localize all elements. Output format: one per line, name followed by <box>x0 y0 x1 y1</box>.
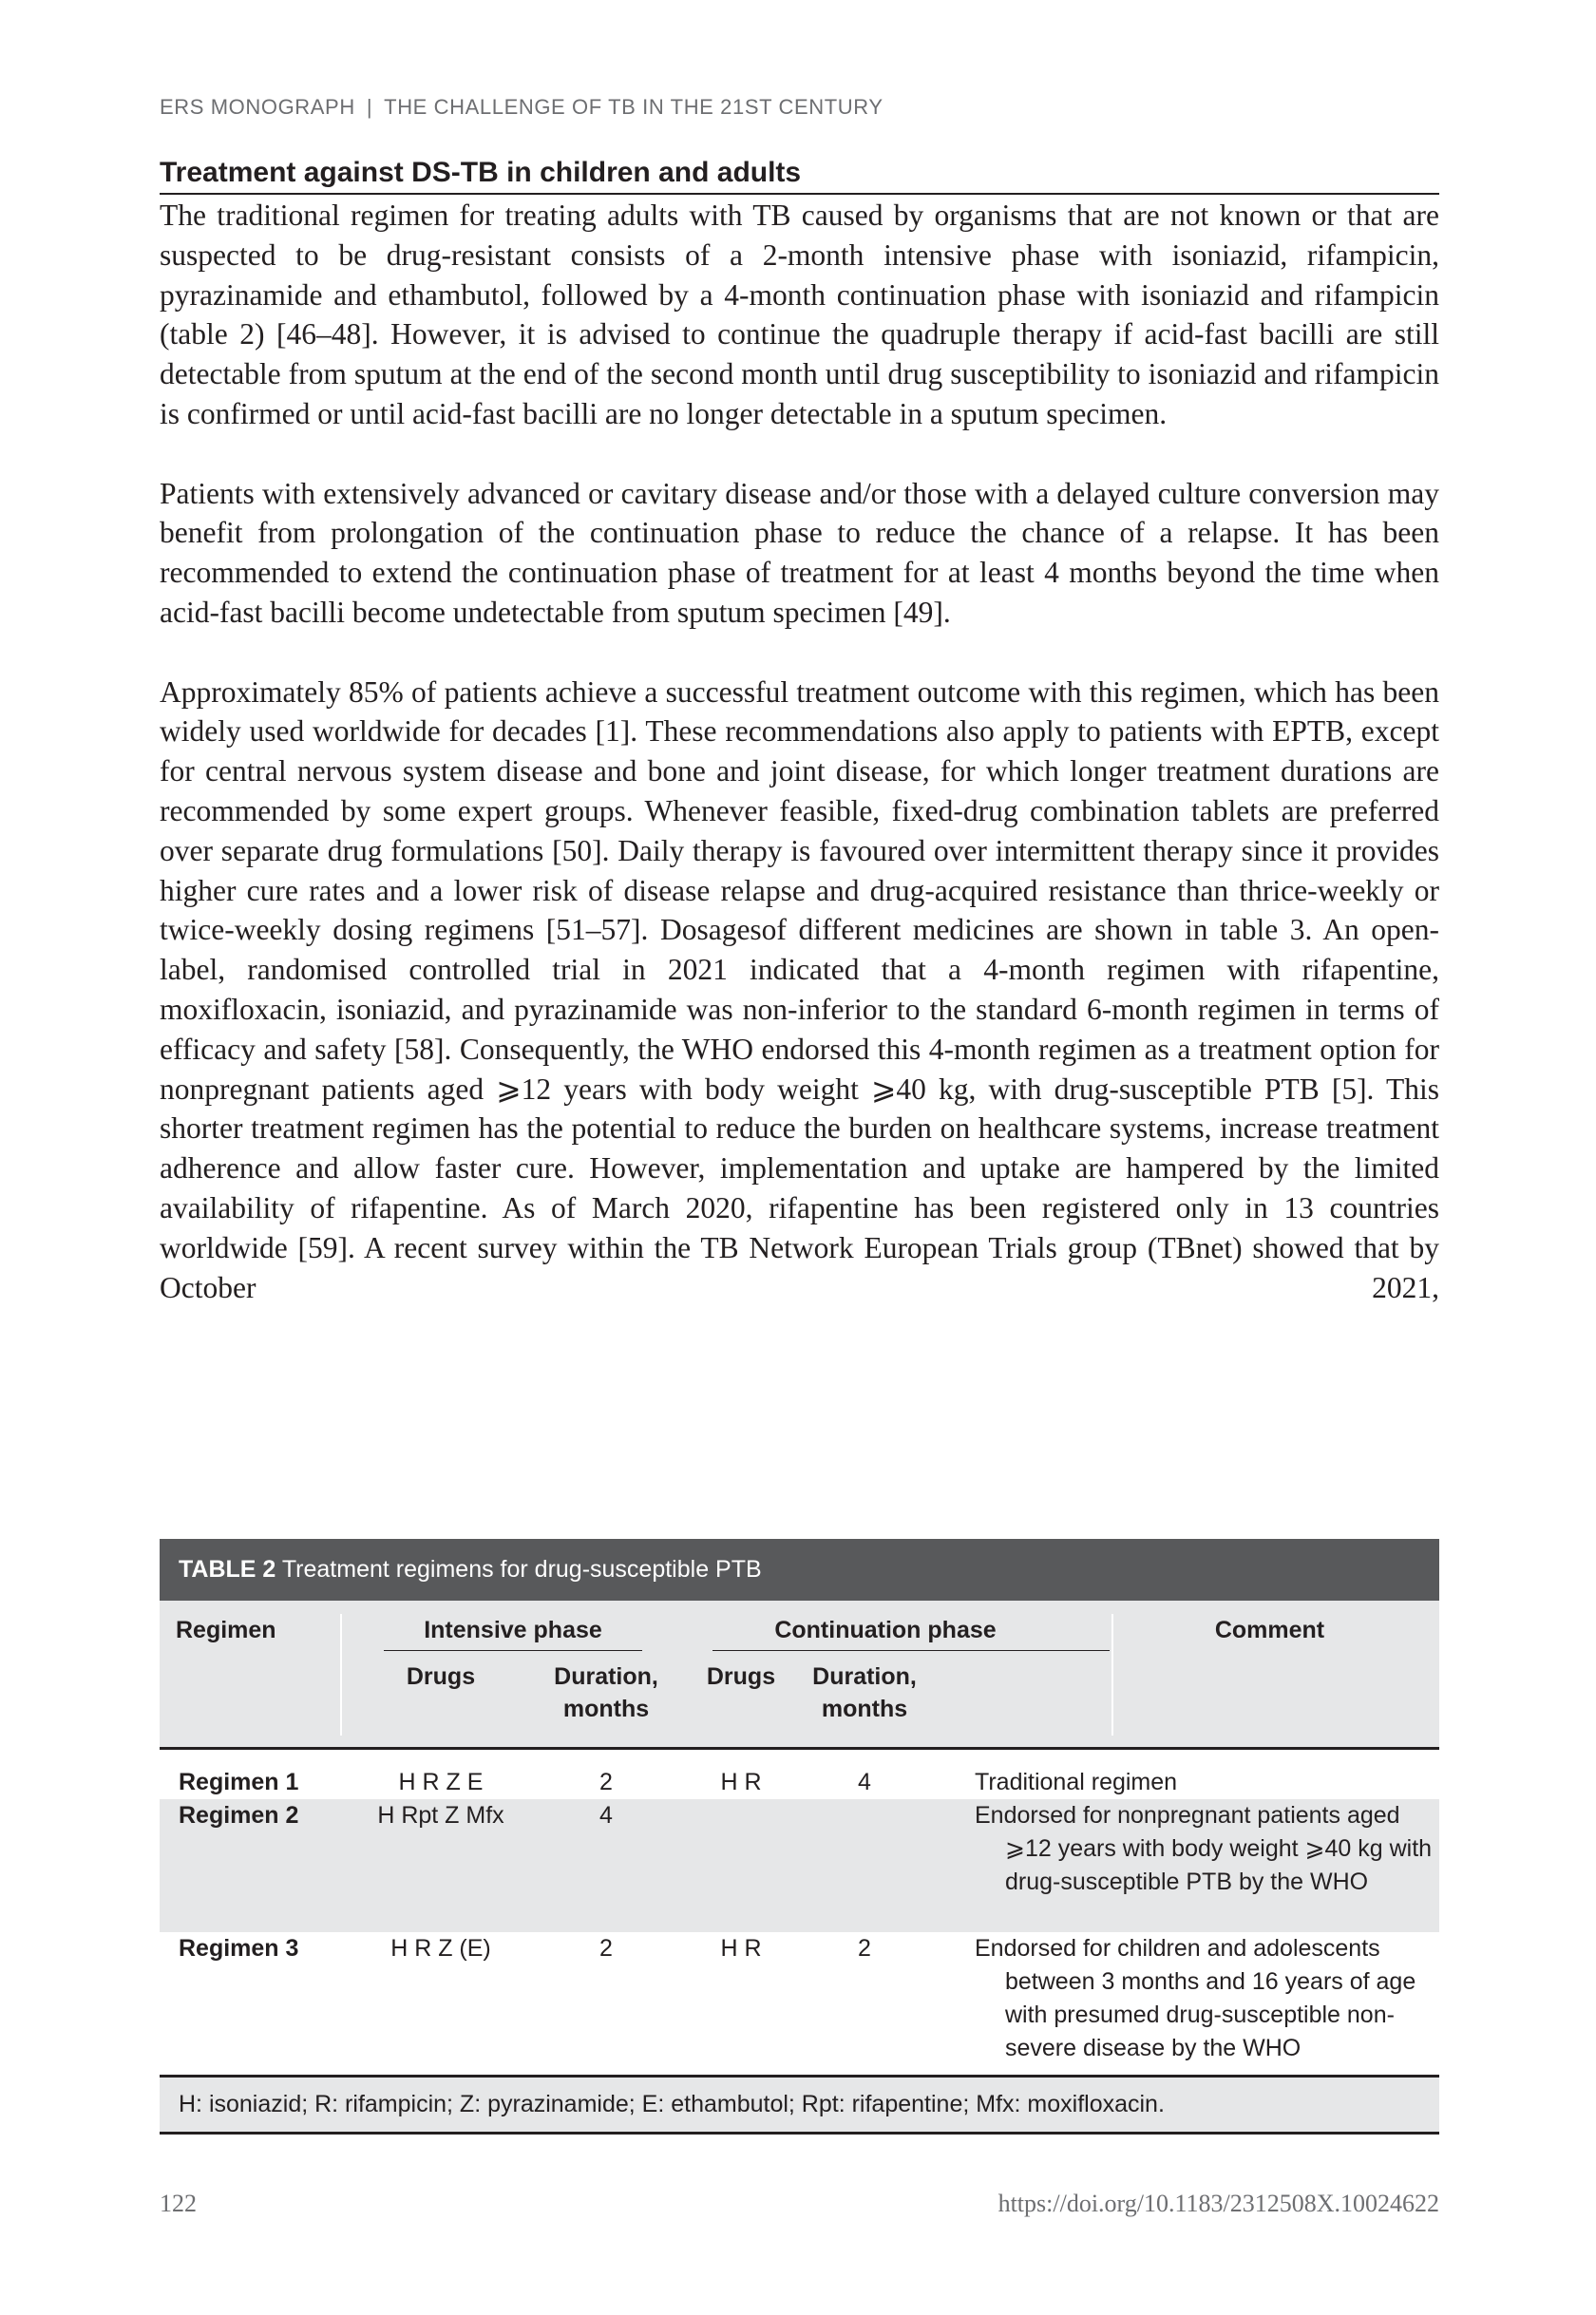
running-head <box>160 95 884 120</box>
cell-regimen: Regimen 3 <box>179 1935 299 1962</box>
cell-continuation-drugs: H R <box>720 1935 762 1962</box>
cell-comment: Traditional regimen <box>975 1769 1178 1795</box>
duration-label: Duration, <box>554 1663 658 1690</box>
cell-intensive-drugs: H R Z E <box>398 1769 484 1795</box>
running-head-series: ERS MONOGRAPH <box>160 95 355 119</box>
cell-intensive-duration: 4 <box>599 1802 613 1829</box>
table-header <box>160 1601 1439 1750</box>
paragraph-1: The traditional regimen for treating adults with TB caused by organisms that are not known or that are suspected to be drug-resistant consists of a 2-month intensive phase with isoniazid, rifampicin, pyrazinamide and ethambutol, followed by a 4-month continuation phase with isoniazid and rifampicin (table 2) [46–48]. However, it is advised to continue the quadruple therapy if acid-fast bacilli are still detectable from sputum at the end of the second month until drug susceptibility to isoniazid and rifampicin is confirmed or until acid-fast bacilli are no longer detectable in a sputum specimen. <box>160 199 1439 430</box>
cell-intensive-duration: 2 <box>599 1935 613 1962</box>
cell-regimen: Regimen 2 <box>179 1802 299 1829</box>
header-comment: Comment <box>1214 1617 1325 1643</box>
table-title <box>160 1539 1439 1601</box>
header-intensive-phase: Intensive phase <box>424 1617 602 1643</box>
table-label: TABLE 2 <box>179 1556 276 1583</box>
cell-intensive-duration: 2 <box>599 1769 613 1795</box>
paragraph-3: Approximately 85% of patients achieve a successful treatment outcome with this regimen, which has been widely used worldwide for decades [1]. These recommendations also apply to patients with EPTB, except for central nervous system disease and bone and joint disease, for which longer treatment durations are recommended by some expert groups. Whenever feasible, fixed-drug combination tablets are preferred over separate drug formulations [50]. Daily therapy is favoured over intermittent therapy since it provides higher cure rates and a lower risk of disease relapse and drug-acquired resistance than thrice-weekly or twice-weekly dosing regimens [51–57]. Dosagesof different medicines are shown in table 3. An open-label, randomised controlled trial in 2021 indicated that a 4-month regimen with rifapentine, moxifloxacin, isoniazid, and pyrazinamide was non-inferior to the standard 6-month regimen in terms of efficacy and safety [58]. Consequently, the WHO endorsed this 4-month regimen as a treatment option for nonpregnant patients aged ⩾12 years with body weight ⩾40 kg, with drug-susceptible PTB [5]. This shorter treatment regimen has the potential to reduce the burden on healthcare systems, increase treatment adherence and allow faster cure. However, implementation and uptake are hampered by the limited availability of rifapentine. As of March 2020, rifapentine has been registered only in 13 countries worldwide [59]. A recent survey within the TB Network European Trials group (TBnet) showed that by October 2021, <box>160 674 1439 1304</box>
running-head-separator: | <box>366 95 373 119</box>
header-intensive-drugs: Drugs <box>406 1663 476 1690</box>
cell-continuation-drugs: H R <box>720 1769 762 1795</box>
table-caption: Treatment regimens for drug-susceptible PTB <box>281 1556 762 1583</box>
body-text <box>160 196 1439 1307</box>
paragraph-2: Patients with extensively advanced or cavitary disease and/or those with a delayed culture conversion may benefit from prolongation of the continuation phase to reduce the chance of a relapse. It has been recommended to extend the continuation phase of treatment for at least 4 months beyond the time when acid-fast bacilli become undetectable from sputum specimen [49]. <box>160 476 1439 629</box>
header-intensive-duration <box>540 1660 673 1725</box>
table-footnote: H: isoniazid; R: rifampicin; Z: pyrazinamide; E: ethambutol; Rpt: rifapentine; Mfx: moxifloxacin. <box>160 2078 1439 2135</box>
header-continuation-duration <box>798 1660 931 1725</box>
cell-comment: Endorsed for nonpregnant patients aged ⩾12 years with body weight ⩾40 kg with drug-susceptible PTB by the WHO <box>975 1802 1433 1895</box>
doi-link[interactable]: https://doi.org/10.1183/2312508X.10024622 <box>998 2190 1439 2217</box>
table-row <box>160 1932 1439 2075</box>
cell-comment: Endorsed for children and adolescents between 3 months and 16 years of age with presumed drug-susceptible non-severe disease by the WHO <box>975 1935 1416 2061</box>
table-body <box>160 1766 1439 2078</box>
cell-regimen: Regimen 1 <box>179 1769 299 1795</box>
table-row <box>160 1799 1439 1932</box>
cell-intensive-drugs: H Rpt Z Mfx <box>377 1802 504 1829</box>
page-number: 122 <box>160 2190 197 2217</box>
running-head-title: THE CHALLENGE OF TB IN THE 21ST CENTURY <box>384 95 884 119</box>
cell-continuation-duration: 4 <box>858 1769 871 1795</box>
header-continuation-phase: Continuation phase <box>774 1617 997 1643</box>
duration-unit: months <box>562 1696 650 1722</box>
header-divider <box>1112 1614 1113 1736</box>
header-regimen: Regimen <box>176 1617 276 1643</box>
table-2 <box>160 1539 1439 2135</box>
duration-label: Duration, <box>812 1663 917 1690</box>
intensive-phase-rule <box>384 1650 642 1651</box>
duration-unit: months <box>821 1696 908 1722</box>
continuation-phase-rule <box>712 1650 1110 1651</box>
cell-intensive-drugs: H R Z (E) <box>390 1935 491 1962</box>
table-row <box>160 1766 1439 1799</box>
cell-continuation-duration: 2 <box>858 1935 871 1962</box>
header-divider <box>340 1614 342 1736</box>
header-continuation-drugs: Drugs <box>706 1663 776 1690</box>
section-heading: Treatment against DS-TB in children and adults <box>160 155 1439 195</box>
